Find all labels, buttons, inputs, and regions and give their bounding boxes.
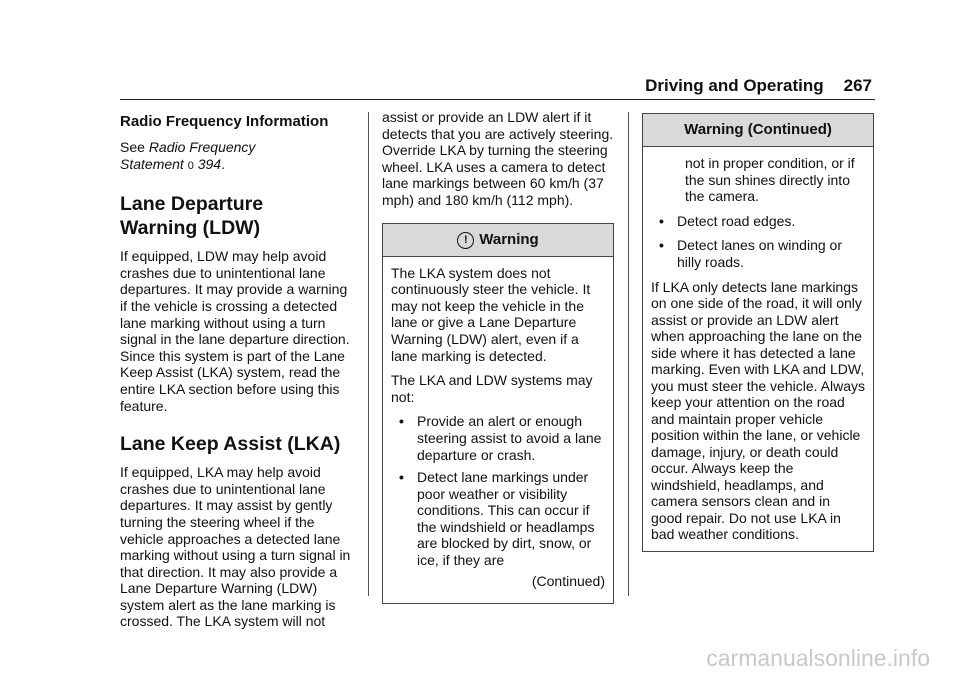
column-middle xyxy=(382,109,614,604)
continued-note: (Continued) xyxy=(531,572,605,589)
lka-heading: Lane Keep Assist (LKA) xyxy=(120,433,341,456)
warning-continued-body xyxy=(643,147,873,551)
site-watermark: carmanualsonline.info xyxy=(706,645,930,671)
bullet-text: Detect lane markings under poor weather or visibility conditions. This can occur if the windshield or headlamps are blocked by dirt, snow, or ice, if they are xyxy=(417,469,595,569)
reference-page-link[interactable]: 394 xyxy=(197,155,222,172)
warning-continued-lead: not in proper condition, or if the sun shines directly into the camera. xyxy=(685,155,855,205)
bullet-text: Provide an alert or enough steering assist to avoid a lane departure or crash. xyxy=(417,413,602,463)
warning-body xyxy=(383,257,613,604)
lka-continued-text: assist or provide an LDW alert if it detects that you are actively steering. Override LKA by turning the steering wheel. LKA uses a camera to detect lane markings between 60 km/h (37 mph) and 180 km/h (112 mph). xyxy=(382,109,614,208)
warning-bullet xyxy=(651,237,865,270)
header-rule xyxy=(120,99,875,100)
bullet-dot: • xyxy=(659,212,664,229)
column-right xyxy=(642,113,874,552)
lka-body: If equipped, LKA may help avoid crashes due to unintentional lane departures. It may assist by gently turning the steering wheel if the vehicle approaches a detected lane marking without using a turn signal in that direction. It may also provide a Lane Departure Warning (LDW) system alert as the lane marking is crossed. The LKA system will not xyxy=(120,464,351,630)
column-divider xyxy=(368,112,369,596)
warning-bullet xyxy=(391,413,605,463)
section-title: Driving and Operating xyxy=(645,76,824,95)
warning-paragraph: The LKA system does not continuously steer the vehicle. It may not keep the vehicle in the lane or give a Lane Departure Warning (LDW) alert, even if a lane marking is detected. xyxy=(391,264,591,364)
ldw-heading xyxy=(120,192,352,240)
warning-paragraph: The LKA and LDW systems may not: xyxy=(391,372,593,405)
bullet-text: Detect road edges. xyxy=(677,212,796,229)
radio-frequency-heading: Radio Frequency Information xyxy=(120,113,329,130)
warning-continued-box xyxy=(642,113,874,552)
ldw-body: If equipped, LDW may help avoid crashes due to unintentional lane departures. It may provide a warning if the vehicle is crossing a detected lane marking without using a turn signal in the lane departure direction. Since this system is part of the Lane Keep Assist (LKA) system, read the entire LKA section before using this feature. xyxy=(120,248,350,414)
page-header xyxy=(120,76,872,96)
warning-continued-paragraph: If LKA only detects lane markings on one side of the road, it will only assist or provide an LDW alert when approaching the lane on the side where it has detected a lane marking. Even with LKA and LDW, you must steer the vehicle. Always keep your attention on the road and maintain proper vehicle position within the lane, or vehicle damage, injury, or death could occur. Always keep the windshield, headlamps, and camera sensors clean and in good repair. Do not use LKA in bad weather conditions. xyxy=(651,278,865,543)
column-left xyxy=(120,109,352,630)
warning-bullet xyxy=(391,469,605,569)
warning-continued-title: Warning (Continued) xyxy=(643,114,873,147)
radio-frequency-reference xyxy=(120,139,352,174)
column-divider xyxy=(628,112,629,596)
ldw-heading-line2: Warning (LDW) xyxy=(120,217,261,240)
reference-title-line2: Statement xyxy=(120,155,184,172)
bullet-dot: • xyxy=(659,237,664,254)
see-label: See xyxy=(120,139,149,155)
warning-title: Warning xyxy=(479,230,539,248)
warning-title-bar xyxy=(383,224,613,257)
page-number: 267 xyxy=(843,76,872,95)
reference-period: . xyxy=(221,155,225,172)
warning-box xyxy=(382,223,614,605)
page-reference-icon: 0 xyxy=(187,159,194,172)
ldw-heading-line1: Lane Departure xyxy=(120,193,264,216)
bullet-text: Detect lanes on winding or hilly roads. xyxy=(677,237,842,270)
warning-icon: ! xyxy=(457,232,474,249)
bullet-dot: • xyxy=(399,469,404,486)
reference-title-line1: Radio Frequency xyxy=(148,139,256,155)
warning-bullet xyxy=(651,213,865,230)
bullet-dot: • xyxy=(399,413,404,430)
